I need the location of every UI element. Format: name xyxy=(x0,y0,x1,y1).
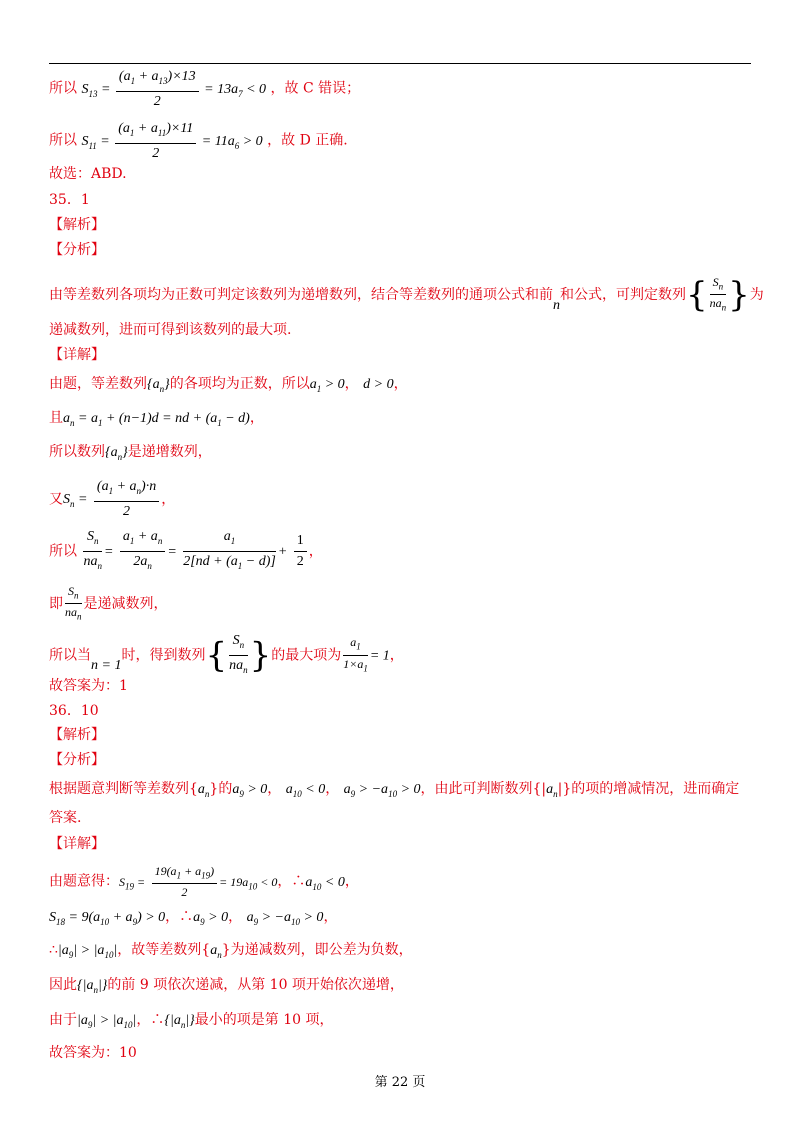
text: ，故等差数列{ xyxy=(117,942,211,958)
q36-analysis: 根据题意判断等差数列$\{a_n\}$的$a_9 > 0$， $a_{10} < 0$， $a_9 > -a_{10} > 0$，由此可判断数列$\{|a_n|\}$的项的增减情况，进而确定 xyxy=(49,781,740,799)
text: 所以数列 xyxy=(49,444,105,460)
text: 且 xyxy=(49,410,63,426)
text: 即 xyxy=(49,595,63,612)
q36-step-3: $\therefore|a_9| > |a_{10}|$，故等差数列$\{a_n\}$为递减数列，即公差为负数， xyxy=(49,942,413,960)
text: }为递减数列，即公差为负数， xyxy=(221,942,413,958)
q35-step-1: 由题，等差数列$\{a_n\}$的各项均为正数，所以$a_1 > 0$， d > 0， xyxy=(49,376,408,394)
q35-analysis-2: 递减数列，进而可得到该数列的最大项. xyxy=(49,322,292,338)
q36-fenxi: 【分析】 xyxy=(49,752,105,768)
formula-s13: $S_{13}$ = $\frac{(a_1 + a_{13})\times 13}{2}$ = $13a_7 < 0$ xyxy=(81,69,267,109)
text: 由等差数列各项均为正数可判定该数列为递增数列，结合等差数列的通项公式和前 xyxy=(49,286,553,303)
text: ∴ xyxy=(150,1012,165,1028)
text: 是递减数列， xyxy=(83,595,168,612)
q36-jiexi: 【解析】 xyxy=(49,727,105,743)
q35-analysis: 由等差数列各项均为正数可判定该数列为递增数列，结合等差数列的通项公式和前n和公式，可判定数列{ $\frac{S_n}{na_n}$ }为 xyxy=(49,274,764,315)
text: 所以 xyxy=(49,80,77,97)
text: 根据题意判断等差数列{ xyxy=(49,781,198,797)
text: ， xyxy=(165,909,180,925)
q36-step-2: $S_{18} = 9(a_{10} + a_9) > 0$，$\therefore a_9 > 0$， $a_9 > -a_{10} > 0$， xyxy=(49,909,338,927)
text: 由题，等差数列 xyxy=(49,376,147,392)
text: ，故 D 正确. xyxy=(267,132,348,149)
q36-step-1: 由题意得：$S_{19}$ = $\frac{19(a_1 + a_{19})}{2}$ = $19a_{10} < 0$，$\therefore a_{10} < 0$， xyxy=(49,864,359,900)
text: 所以 xyxy=(49,543,77,560)
text: 的最大项为 xyxy=(271,647,342,664)
text: ，故 C 错误； xyxy=(270,80,361,97)
text: 的前 9 项依次递减，从第 10 项开始依次递增， xyxy=(107,977,404,993)
text: ， xyxy=(308,543,323,560)
q35-number: 35．1 xyxy=(49,192,90,208)
q36-answer: 故答案为：10 xyxy=(49,1045,137,1061)
q35-fenxi: 【分析】 xyxy=(49,242,105,258)
q35-step-4: 又$S_n$ = $\frac{(a_1 + a_n)\cdot n}{2}$ ， xyxy=(49,479,176,519)
page-number: 第 22 页 xyxy=(374,1075,426,1090)
text: ， xyxy=(344,376,359,392)
text: 是递增数列， xyxy=(127,444,212,460)
text: ∴ xyxy=(179,909,194,925)
text: ， xyxy=(389,647,404,664)
text: ， xyxy=(136,1012,151,1028)
q35-step-6: 即 $\frac{S_n}{na_n}$ 是递减数列， xyxy=(49,584,168,622)
text: ，由此可判断数列{| xyxy=(420,781,547,797)
text: 又 xyxy=(49,491,63,508)
text: 由于 xyxy=(49,1012,77,1028)
text: }的 xyxy=(209,781,233,797)
text: ， xyxy=(325,781,340,797)
text: 时，得到数列 xyxy=(121,647,206,664)
q36-number: 36．10 xyxy=(49,703,99,719)
text: ， xyxy=(267,781,282,797)
text: ， xyxy=(228,909,243,925)
text: ， xyxy=(161,491,176,508)
text: 所以 xyxy=(49,132,77,149)
text: 和公式，可判定数列 xyxy=(560,286,686,303)
q35-step-7: 所以当n = 1时，得到数列{ $\frac{S_n}{na_n}$ }的最大项为 $\frac{a_1}{1\times a_1}$ = 1， xyxy=(49,633,404,676)
text: ， xyxy=(344,873,359,890)
line-s11 xyxy=(49,120,348,163)
text: ， xyxy=(277,873,292,890)
q35-xiangjie: 【详解】 xyxy=(49,347,105,363)
text: ， xyxy=(323,909,338,925)
text: ， xyxy=(393,376,408,392)
text: ∴ xyxy=(291,873,306,890)
q35-step-2: 且$a_n = a_1 + (n-1)d$ = nd + $(a_1 - d)$， xyxy=(49,410,264,428)
text: 最小的项是第 10 项， xyxy=(194,1012,334,1028)
text: |}的项的增减情况，进而确定 xyxy=(557,781,740,797)
q35-step-5: 所以 $\frac{S_n}{na_n}$ = $\frac{a_1 + a_n}{2a_n}$ = $\frac{a_1}{2[nd + (a_1 - d)]}$ + $\frac{1}{2}$ ， xyxy=(49,529,323,571)
line-s13 xyxy=(49,68,360,111)
q36-xiangjie: 【详解】 xyxy=(49,836,105,852)
q36-step-4: 因此$\{|a_n|\}$的前 9 项依次递减，从第 10 项开始依次递增， xyxy=(49,977,404,995)
var-n: n xyxy=(553,297,560,313)
q35-jiexi: 【解析】 xyxy=(49,217,105,233)
q36-analysis-2: 答案. xyxy=(49,810,82,826)
formula-s11: $S_{11}$ = $\frac{(a_1 + a_{11})\times 11}{2}$ = $11a_6 > 0$ xyxy=(81,121,263,161)
text: 为 xyxy=(749,286,764,303)
text: 所以当 xyxy=(49,647,91,664)
text: ∴ xyxy=(49,942,58,958)
text: 由题意得： xyxy=(49,873,119,890)
header-rule xyxy=(49,63,751,64)
answer-choice: 故选：ABD. xyxy=(49,166,127,182)
text: ， xyxy=(249,410,264,426)
q35-answer: 故答案为：1 xyxy=(49,678,128,694)
q36-step-5: 由于$|a_9| > |a_{10}|$，$\therefore\{|a_n|\}$最小的项是第 10 项， xyxy=(49,1012,334,1030)
text: 的各项均为正数，所以 xyxy=(169,376,310,392)
text: 因此 xyxy=(49,977,77,993)
q35-step-3: 所以数列$\{a_n\}$是递增数列， xyxy=(49,444,212,462)
